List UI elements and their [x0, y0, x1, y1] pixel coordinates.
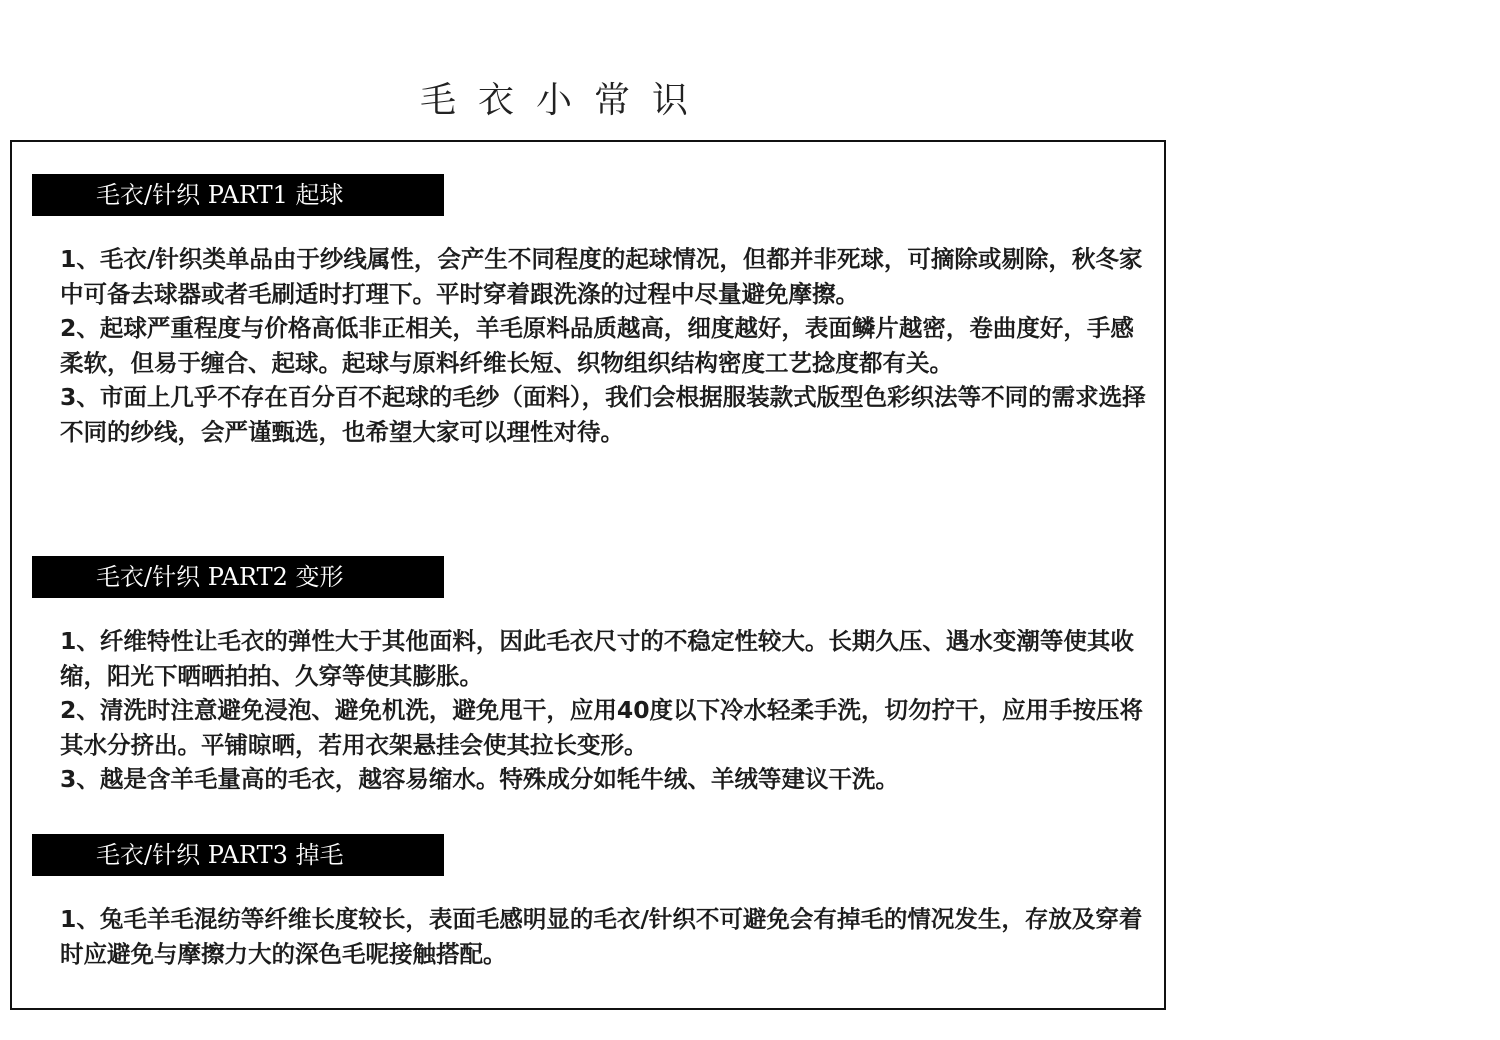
paragraph: 3、市面上几乎不存在百分百不起球的毛纱（面料），我们会根据服装款式版型色彩织法等不同的需求选择不同的纱线，会严谨甄选，也希望大家可以理性对待。: [60, 383, 1146, 446]
page-title: 毛衣小常识: [420, 80, 711, 121]
paragraph: 1、毛衣/针织类单品由于纱线属性，会产生不同程度的起球情况，但都并非死球，可摘除或剔除，秋冬家中可备去球器或者毛刷适时打理下。平时穿着跟洗涤的过程中尽量避免摩擦。: [60, 245, 1143, 308]
section-body: [32, 624, 1152, 797]
paragraph: 2、起球严重程度与价格高低非正相关，羊毛原料品质越高，细度越好，表面鳞片越密，卷曲度好，手感柔软，但易于缠合、起球。起球与原料纤维长短、织物组织结构密度工艺捻度都有关。: [60, 314, 1134, 377]
paragraph: 1、纤维特性让毛衣的弹性大于其他面料，因此毛衣尺寸的不稳定性较大。长期久压、遇水变潮等使其收缩，阳光下晒晒拍拍、久穿等使其膨胀。: [60, 627, 1134, 690]
section-shedding: [32, 834, 1152, 971]
section-pilling: [32, 174, 1152, 449]
section-deformation: [32, 556, 1152, 797]
section-header: 毛衣/针织 PART2 变形: [32, 556, 444, 598]
paragraph: 1、兔毛羊毛混纺等纤维长度较长，表面毛感明显的毛衣/针织不可避免会有掉毛的情况发生，存放及穿着时应避免与摩擦力大的深色毛呢接触搭配。: [60, 905, 1143, 968]
section-header: 毛衣/针织 PART1 起球: [32, 174, 444, 216]
paragraph: 2、清洗时注意避免浸泡、避免机洗，避免甩干，应用40度以下冷水轻柔手洗，切勿拧干，应用手按压将其水分挤出。平铺晾晒，若用衣架悬挂会使其拉长变形。: [60, 696, 1144, 759]
section-body: [32, 242, 1152, 449]
section-header: 毛衣/针织 PART3 掉毛: [32, 834, 444, 876]
info-box: [10, 140, 1166, 1010]
section-body: [32, 902, 1152, 971]
paragraph: 3、越是含羊毛量高的毛衣，越容易缩水。特殊成分如牦牛绒、羊绒等建议干洗。: [60, 765, 899, 793]
